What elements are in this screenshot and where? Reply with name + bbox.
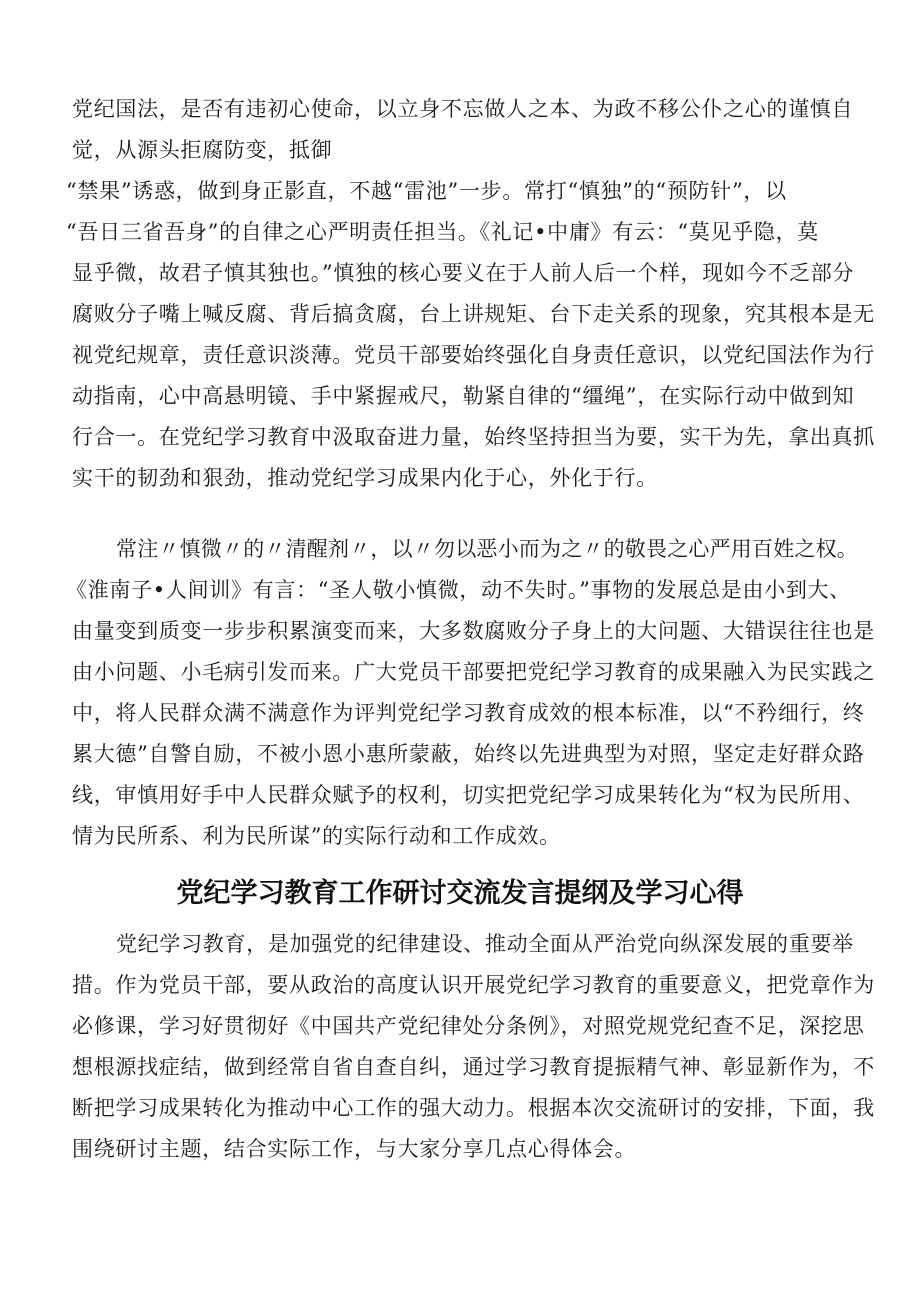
body-line: 觉，从源头拒腐防变，抵御 <box>72 138 333 162</box>
body-line: 围绕研讨主题，结合实际工作，与大家分享几点心得体会。 <box>72 1137 637 1161</box>
body-line: 视党纪规章，责任意识淡薄。党员干部要始终强化自身责任意识，以党纪国法作为行 <box>72 343 875 367</box>
body-line: 显乎微，故君子慎其独也。”慎独的核心要义在于人前人后一个样，现如今不乏部分 <box>72 261 855 285</box>
body-line: 必修课，学习好贯彻好《中国共产党纪律处分条例》，对照党规党纪查不足，深挖思 <box>72 1014 865 1038</box>
body-line: 断把学习成果转化为推动中心工作的强大动力。根据本次交流研讨的安排，下面，我 <box>72 1096 875 1120</box>
body-line: “禁果”诱惑，做到身正影直，不越“雷池”一步。常打“慎独”的“预防针”，以 <box>66 179 787 203</box>
body-line: 实干的韧劲和狠劲，推动党纪学习成果内化于心，外化于行。 <box>72 466 658 490</box>
paragraph-first-line: 常注〃慎微〃的〃清醒剂〃，以〃勿以恶小而为之〃的敬畏之心严用百姓之权。 <box>116 537 858 561</box>
body-line: 累大德”自警自励，不被小恩小惠所蒙蔽，始终以先进典型为对照，坚定走好群众路 <box>72 742 865 766</box>
body-line: “吾日三省吾身”的自律之心严明责任担当。《礼记•中庸》有云：“莫见乎隐，莫 <box>66 220 819 244</box>
body-line: 情为民所系、利为民所谋”的实际行动和工作成效。 <box>72 824 561 848</box>
body-line: 《淮南子•人间训》有言：“圣人敬小慎微，动不失时。”事物的发展总是由小到大、 <box>66 578 851 602</box>
body-line: 腐败分子嘴上喊反腐、背后搞贪腐，台上讲规矩、台下走关系的现象，究其根本是无 <box>72 302 875 326</box>
body-line: 中，将人民群众满不满意作为评判党纪学习教育成效的根本标准，以“不矜细行，终 <box>72 701 865 725</box>
body-line: 党纪国法，是否有违初心使命，以立身不忘做人之本、为政不移公仆之心的谨慎自 <box>72 97 854 121</box>
body-line: 由量变到质变一步步积累演变而来，大多数腐败分子身上的大问题、大错误往往也是 <box>72 619 875 643</box>
body-line: 由小问题、小毛病引发而来。广大党员干部要把党纪学习教育的成果融入为民实践之 <box>72 660 875 684</box>
body-line: 行合一。在党纪学习教育中汲取奋进力量，始终坚持担当为要，实干为先，拿出真抓 <box>72 425 875 449</box>
paragraph-first-line: 党纪学习教育，是加强党的纪律建设、推动全面从严治党向纵深发展的重要举 <box>116 932 854 956</box>
body-line: 动指南，心中高悬明镜、手中紧握戒尺，勒紧自律的“缰绳”，在实际行动中做到知 <box>72 384 855 408</box>
body-line: 想根源找症结，做到经常自省自查自纠，通过学习教育提振精气神、彰显新作为，不 <box>72 1055 875 1079</box>
body-line: 线，审慎用好手中人民群众赋予的权利，切实把党纪学习成果转化为“权为民所用、 <box>72 783 865 807</box>
body-line: 措。作为党员干部，要从政治的高度认识开展党纪学习教育的重要意义，把党章作为 <box>72 973 875 997</box>
section-title: 党纪学习教育工作研讨交流发言提纲及学习心得 <box>176 878 744 909</box>
